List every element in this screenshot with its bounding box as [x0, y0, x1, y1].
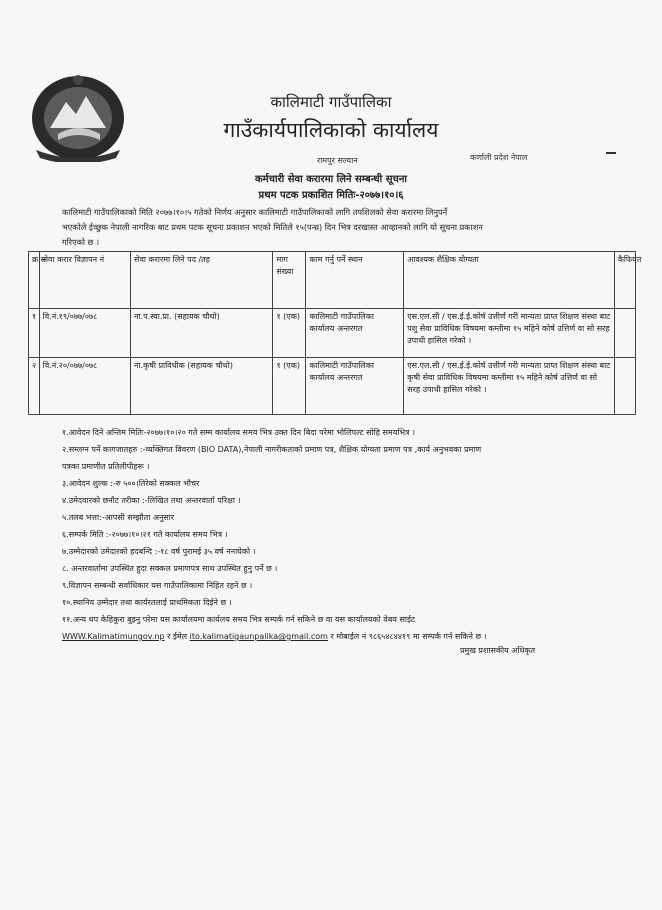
notice-subtitle: प्रथम पटक प्रकाशित मितिः-२०७७।१०।६: [258, 190, 404, 201]
cell-count: १ (एक): [273, 358, 306, 415]
condition-item: ४.उमेदवारको छनौट तरीका :-लिखित तथा अन्तरवार्ता परिक्षा ।: [62, 496, 241, 505]
condition-item: २.सम्लग्न पर्ने कागजातहरु :-व्यक्तिगत विवरण (BIO DATA),नेपाली नागरीकताको प्रमाण पत्र, शैक्षिक योग्यता प्रमाण पत्र ,कार्य अनुभवका प्रमाण: [62, 445, 482, 454]
table-row: [29, 358, 636, 415]
cell-remarks: [614, 358, 635, 415]
header-qualification: आवश्यक शैक्षिक योग्यता: [404, 252, 614, 309]
municipality-name: कालिमाटी गाउँपालिका: [270, 93, 392, 111]
contact-text: र ईमेल: [167, 632, 188, 641]
header-count: माग संख्या: [273, 252, 306, 309]
cell-sn: १: [29, 309, 40, 358]
notice-title: कर्मचारी सेवा करारमा लिने सम्बन्धी सूचना: [254, 174, 408, 185]
condition-item: ११.अन्य थप केहिकुरा बुझ्नु परेमा यस कार्यालयमा कार्यलय समय भित्र सम्पर्क गर्न सकिने छ वा यस कार्यालयको वेबय साईट: [62, 615, 415, 624]
cell-sn: २: [29, 358, 40, 415]
office-name: गाउँकार्यपालिकाको कार्यालय: [223, 118, 439, 142]
contact-text: र मोबाईल नं ९८६५४८४४१९ मा सम्पर्क गर्न सकिने छ ।: [330, 632, 487, 641]
condition-item: ३.आवेदन शुल्क :-रु ५००।तिरेको सक्कल भौचर: [62, 479, 200, 488]
table-header-row: [29, 252, 636, 309]
header-place: काम गर्नु पर्ने स्थान: [306, 252, 404, 309]
condition-item: १.आवेदन दिने अन्तिम मितिः-२०७७।१०।२० गते सम्म कार्यालय समय भित्र उक्त दिन बिदा परेमा भोलिपल्ट सोहि समयभित्र ।: [62, 428, 416, 437]
intro-line: भएकोले ईच्छुक नेपाली नागरिक बाट प्रथम पटक सूचना प्रकाशन भएको मितिले १५(पन्ध्र) दिन भित्र दरखास्त आव्हानको लागि यो सूचना प्रकाशन: [62, 222, 483, 232]
cell-qualification: एस.एल.सी / एस.ई.ई.कोर्ष उत्तीर्ण गरी मान्यता प्राप्त शिक्षण संस्था बाट कृषी सेवा प्राविधिक विषयमा कम्तीमा १५ महिने कोर्ष उत्तिर्ण वा सो सरह उपाधी हासिल गरेको ।: [404, 358, 614, 415]
cell-place: कालिमाटी गाउँपालिका कार्यालय अन्तरगत: [306, 309, 404, 358]
email-link[interactable]: ito.kalimatigaunpalika@gmail.com: [189, 632, 328, 641]
cell-ad-no: वि.नं.१९/०७७/०७८: [39, 309, 130, 358]
condition-item: ९.विज्ञापन सम्बन्धी सर्वाधिकार यस गाउँपालिकामा निहित रहने छ ।: [62, 581, 253, 590]
website-link[interactable]: WWW.Kalimatimungov.np: [62, 632, 165, 641]
stray-mark: [606, 152, 616, 154]
cell-qualification: एस.एल.सी / एस.ई.ई.कोर्ष उत्तीर्ण गरी मान्यता प्राप्त शिक्षण संस्था बाट पशु सेवा प्राविधिक विषयमा कम्तीमा १५ महिने कोर्ष उत्तिर्ण वा सो सरह उपाधी हासिल गरेको ।: [404, 309, 614, 358]
posts-table: [28, 251, 642, 415]
intro-line: कालिमाटी गाउँपालिकाको मिति २०७७।१०।५ गतेको निर्णय अनुसार कालिमाटी गाउँपालिकाको लागि तपशिलको सेवा करारमा लिनुपर्ने: [62, 207, 448, 217]
condition-item: ७.उम्मेदारको उमेदारको हदबन्दि :-१८ वर्ष पुरामई ३५ वर्ष ननाघेको ।: [62, 547, 256, 556]
header-post: सेवा करारमा लिने पद /तह: [131, 252, 273, 309]
condition-item: १०.स्थानिय उम्मेदार तथा कार्यरतलाई प्राथमिकता दिईने छ ।: [62, 598, 232, 607]
location-right: कर्णाली प्रदेश नेपाल: [470, 153, 528, 162]
conditions-list: [62, 427, 592, 648]
condition-item: ६.सम्पर्क मिति :-२०७७।१०।२१ गते कार्यालय समय भित्र ।: [62, 530, 228, 539]
cell-post: ना.प.स्वा.प्रा. (सहायक चौथो): [131, 309, 273, 358]
intro-paragraph: [62, 205, 582, 250]
location-left: रामपुर सल्यान: [317, 156, 358, 165]
condition-item: ५.तलब भत्ता:-आपसी सम्झौता अनुसार: [62, 513, 175, 522]
condition-item: पत्रका प्रमाणीत प्रतिलीपीहरू ।: [62, 462, 150, 471]
intro-line: गरिएको छ ।: [62, 237, 100, 247]
cell-place: कालिमाटी गाउँपालिका कार्यालय अन्तरगत: [306, 358, 404, 415]
table-row: [29, 309, 636, 358]
cell-post: ना.कृषी प्राविधीक (सहायक चौथो): [131, 358, 273, 415]
cell-count: १ (एक): [273, 309, 306, 358]
condition-item: ८. अन्तरवार्तामा उपस्थित हुदा सक्कल प्रमाणपत्र साथ उपस्थित हुनु पर्ने छ ।: [62, 564, 278, 573]
cell-remarks: [614, 309, 635, 358]
header-sn: क्र.स: [29, 252, 40, 309]
header-ad-no: सेवा करार विज्ञापन नं: [39, 252, 130, 309]
header-remarks: कैफियत: [614, 252, 635, 309]
cell-ad-no: वि.नं.२०/०७७/०७८: [39, 358, 130, 415]
signer-title: प्रमुख प्रशासकीय अधिकृत: [460, 646, 536, 655]
